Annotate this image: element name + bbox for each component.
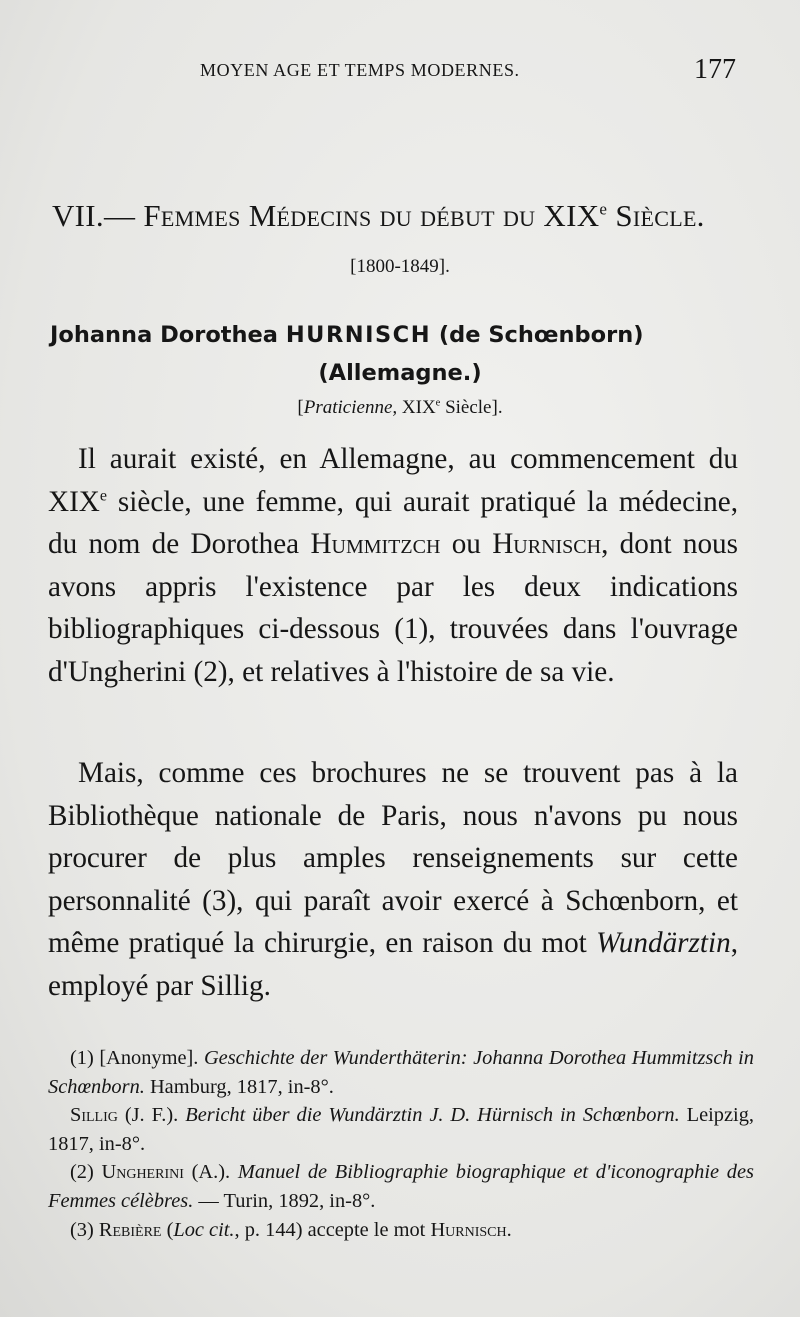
p1-text-a: Il aurait existé, en Allemagne, au commencement du XIX — [48, 443, 738, 518]
footnote-1 — [48, 1044, 754, 1101]
entry-name — [50, 322, 750, 348]
page-number: 177 — [694, 54, 736, 85]
given-names: Johanna Dorothea — [50, 322, 278, 348]
role-open: [ — [297, 397, 304, 418]
footnotes — [48, 1044, 754, 1244]
p1-name-1: Hummitzch — [310, 528, 441, 560]
p1-sup: e — [99, 486, 108, 504]
p2-text-a: Mais, comme ces brochures ne se trouvent pas à la Bibliothèque nationale de Paris, nous n'avons pu nous procurer de plus amples renseignements sur cette personnalité (3), qui paraît avoir exercé à Schœnborn, et même pratiqué la chirurgie, en raison du mot — [48, 757, 738, 959]
fn2-initials: (A.). — [183, 1161, 238, 1184]
fn3-end: . — [506, 1218, 512, 1241]
fn1-title: Geschichte der Wunderthäterin: Johanna Dorothea Hummitzsch in Schœnborn. — [48, 1047, 754, 1098]
entry-country: (Allemagne.) — [318, 360, 482, 386]
fn2-rest: — Turin, 1892, in-8°. — [193, 1189, 376, 1212]
fn1b-title: Bericht über die Wundärztin J. D. Hürnisch in Schœnborn. — [185, 1104, 680, 1127]
p1-text-d: , dont nous avons appris l'existence par les deux indications bibliographiques ci-dessous (1), trouvées dans l'ouvrage d'Ungherini (2), et relatives à l'histoire de sa vie. — [48, 528, 739, 688]
p2-italic-term: Wundärztin — [596, 927, 731, 959]
body-paragraph-2 — [48, 752, 738, 1007]
body-paragraph-1 — [48, 438, 738, 693]
footnote-3 — [48, 1216, 754, 1245]
fn3-rest: , p. 144) accepte le mot — [234, 1218, 431, 1241]
heading-prefix: VII.— — [52, 198, 144, 233]
role-century: XIX — [401, 397, 436, 418]
heading-word: début — [420, 198, 495, 233]
heading-century: XIX — [543, 198, 600, 233]
fn1b-initials: (J. F.). — [117, 1104, 186, 1127]
running-title: MOYEN AGE ET TEMPS MODERNES. — [200, 60, 520, 80]
heading-word: du — [379, 198, 412, 233]
heading-word: Médecins — [248, 198, 372, 233]
fn3-name: Hurnisch — [430, 1218, 507, 1241]
fn2-title: Manuel de Bibliographie biographique et d'iconographie des Femmes célèbres. — [48, 1161, 754, 1212]
fn3-open: ( — [161, 1218, 174, 1241]
p1-text-c: ou — [440, 528, 493, 560]
running-header — [190, 56, 760, 86]
fn2-marker: (2) — [70, 1161, 102, 1184]
role-rest: Siècle]. — [440, 397, 503, 418]
entry-role — [0, 397, 800, 419]
heading-word: Siècle. — [615, 198, 705, 233]
p1-name-2: Hurnisch — [492, 528, 602, 560]
p1-text-b: siècle, une femme, qui aurait pratiqué la médecine, du nom de Dorothea — [48, 485, 738, 560]
fn3-title: Loc cit. — [173, 1218, 235, 1241]
section-heading — [52, 198, 752, 234]
fn1-marker: (1) — [70, 1047, 100, 1069]
heading-word: du — [502, 198, 536, 233]
fn3-marker: (3) — [70, 1218, 99, 1241]
p2-text-b: , employé par Sillig. — [48, 927, 738, 1002]
fn3-author: Rebière — [98, 1218, 162, 1241]
footnote-1b — [48, 1101, 754, 1158]
role-italic: Praticienne, — [303, 397, 398, 418]
fn2-author: Ungherini — [101, 1161, 184, 1184]
heading-century-sup: e — [599, 199, 608, 219]
origin: (de Schœnborn) — [438, 322, 644, 348]
surname: HURNISCH — [285, 322, 432, 348]
fn1b-rest: Leipzig, 1817, in-8°. — [48, 1104, 754, 1155]
footnote-2 — [48, 1158, 754, 1215]
heading-word: Femmes — [143, 198, 241, 233]
fn1-rest: Hamburg, 1817, in-8°. — [144, 1075, 334, 1098]
role-century-sup: e — [435, 397, 441, 409]
fn1b-author: Sillig — [70, 1104, 118, 1127]
section-dates: [1800-1849]. — [350, 256, 450, 277]
fn1-author: [Anonyme]. — [99, 1047, 204, 1069]
